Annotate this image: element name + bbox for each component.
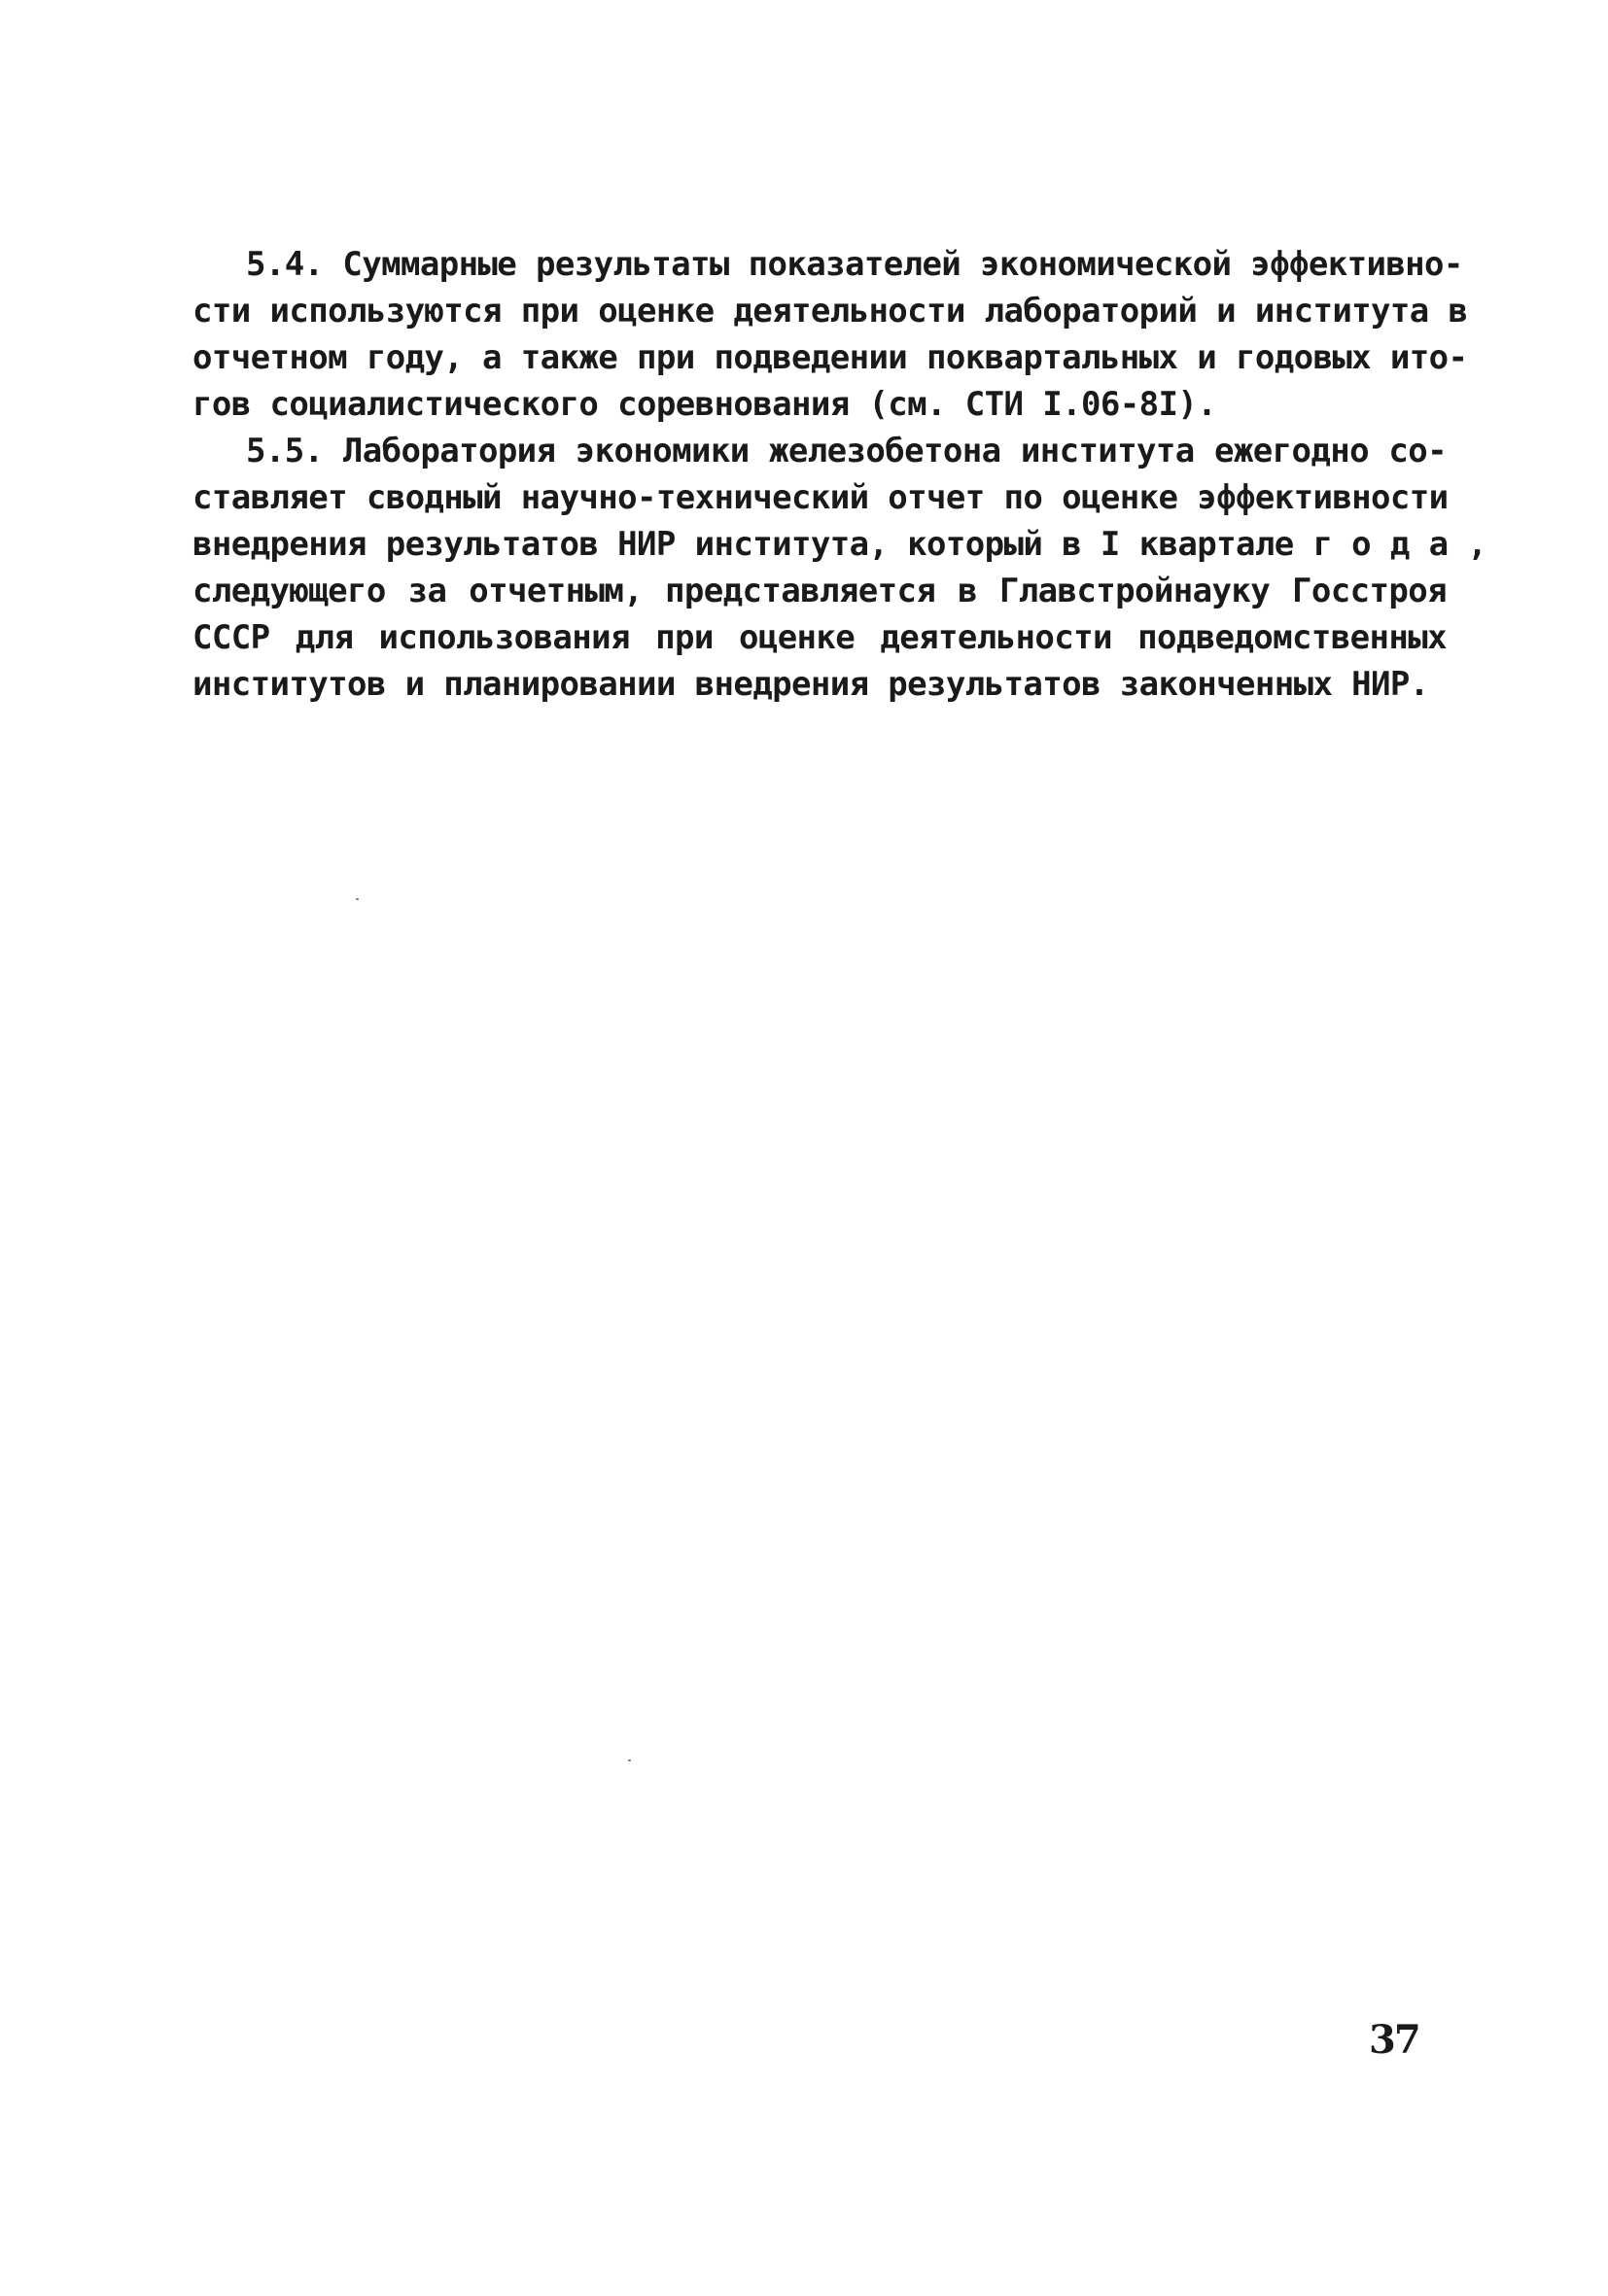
paragraph-line: сти используются при оценке деятельности лабораторий и института в [192,292,1468,330]
paragraph-line: 5.5. Лаборатория экономики железобетона института ежегодно со- [246,432,1447,470]
paragraph-line: гов социалистического соревнования (см. СТИ I.06-8I). [192,385,1217,424]
body-text [192,241,1487,708]
paragraph-line: институтов и планировании внедрения результатов законченных НИР. [192,665,1429,704]
paragraph-line: 5.4. Суммарные результаты показателей экономической эффективно- [246,245,1463,284]
paragraph-line: ставляет сводный научно-технический отчет по оценке эффективности [192,478,1449,517]
paragraph-5-5 [192,428,1487,708]
paragraph-5-4 [192,241,1468,428]
scan-speck [356,898,359,900]
paragraph-line: следующего за отчетным, представляется в Главстройнауку Госстроя [192,572,1447,610]
paragraph-line: внедрения результатов НИР института, который в I квартале г о д а , [192,525,1487,564]
page-number: 37 [1369,2017,1419,2063]
scan-speck [628,1759,631,1761]
paragraph-line: СССР для использования при оценке деятельности подведомственных [192,618,1447,657]
paragraph-line: отчетном году, а также при подведении поквартальных и годовых ито- [192,338,1468,377]
